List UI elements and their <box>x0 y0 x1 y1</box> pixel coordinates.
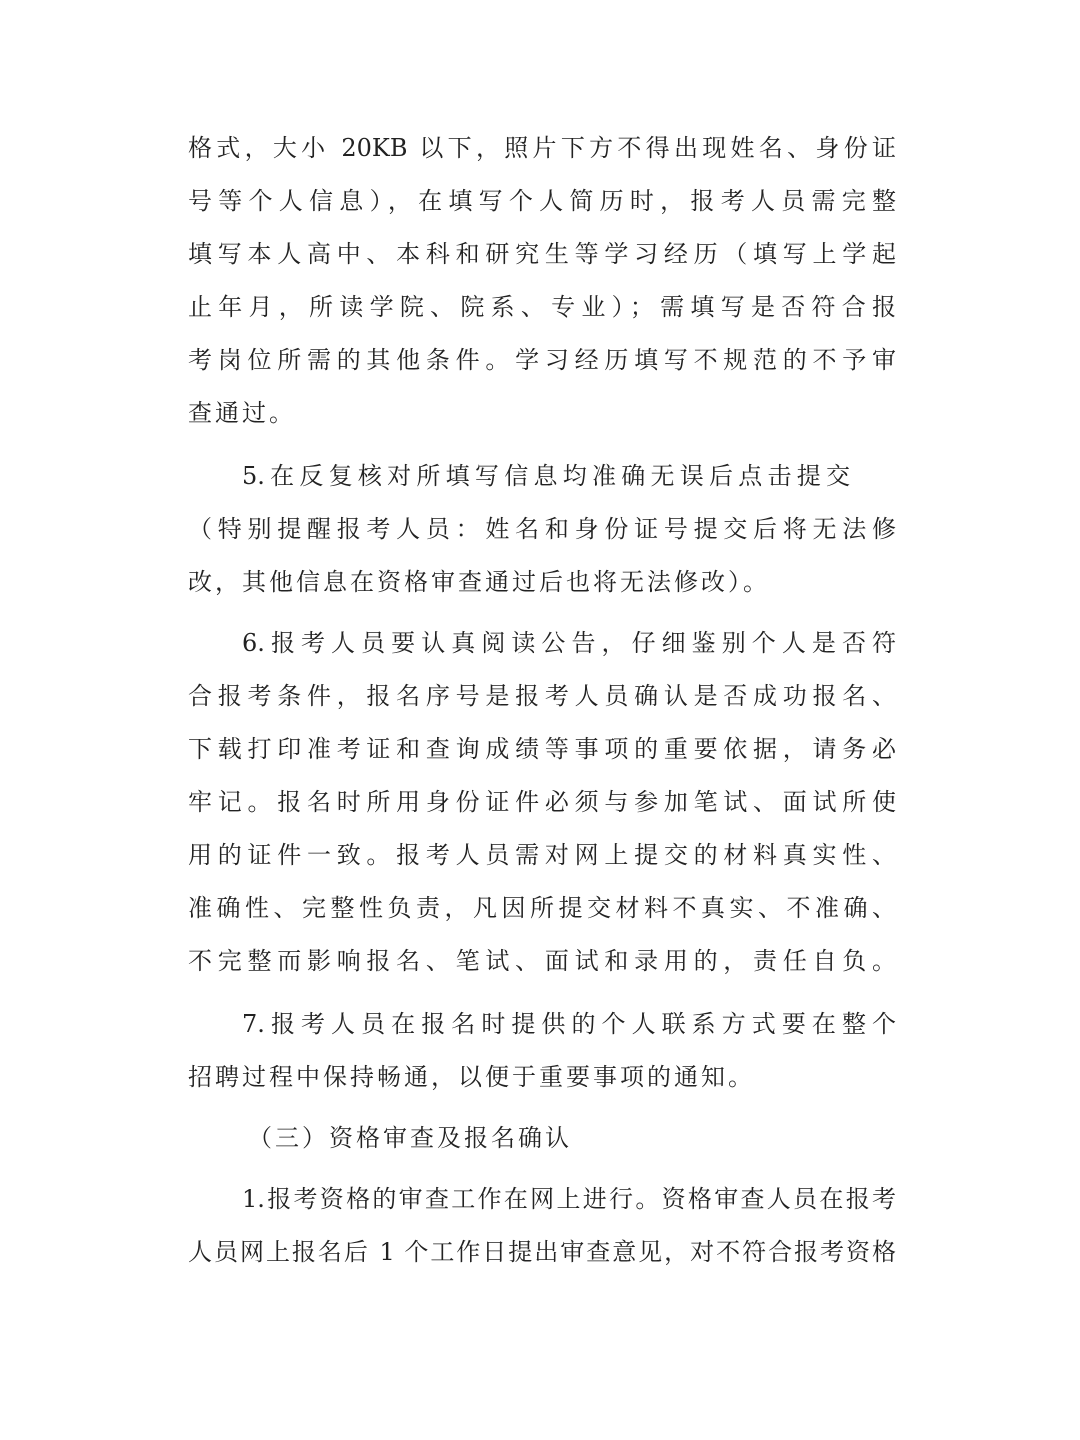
text-line: 格式，大小 20KB 以下，照片下方不得出现姓名、身份证 <box>188 134 896 162</box>
text-line: 止年月，所读学院、院系、专业）；需填写是否符合报 <box>188 293 896 321</box>
text-line: 招聘过程中保持畅通，以便于重要事项的通知。 <box>188 1063 755 1091</box>
text-line: 牢记。报名时所用身份证件必须与参加笔试、面试所使 <box>188 788 896 816</box>
text-line: 合报考条件，报名序号是报考人员确认是否成功报名、 <box>188 682 896 710</box>
text-line: 用的证件一致。报考人员需对网上提交的材料真实性、 <box>188 841 896 869</box>
text-line: 准确性、完整性负责，凡因所提交材料不真实、不准确、 <box>188 894 896 922</box>
paragraph-item-5: 5.在反复核对所填写信息均准确无误后点击提交 <box>242 462 850 490</box>
text-line: 下载打印准考证和查询成绩等事项的重要依据，请务必 <box>188 735 896 763</box>
text-line: （特别提醒报考人员：姓名和身份证号提交后将无法修 <box>188 515 896 543</box>
section-heading: （三）资格审查及报名确认 <box>248 1124 572 1152</box>
paragraph-item-6: 6.报考人员要认真阅读公告，仔细鉴别个人是否符 <box>242 629 896 657</box>
text-line: 查通过。 <box>188 399 296 427</box>
text-line: 改，其他信息在资格审查通过后也将无法修改）。 <box>188 568 770 596</box>
paragraph-item-1: 1.报考资格的审查工作在网上进行。资格审查人员在报考 <box>242 1185 896 1213</box>
paragraph-item-7: 7.报考人员在报名时提供的个人联系方式要在整个 <box>242 1010 896 1038</box>
text-line: 人员网上报名后 1 个工作日提出审查意见，对不符合报考资格 <box>188 1238 896 1266</box>
text-line: 填写本人高中、本科和研究生等学习经历（填写上学起 <box>188 240 896 268</box>
text-line: 号等个人信息），在填写个人简历时，报考人员需完整 <box>188 187 896 215</box>
text-line: 不完整而影响报名、笔试、面试和录用的，责任自负。 <box>188 947 896 975</box>
text-line: 考岗位所需的其他条件。学习经历填写不规范的不予审 <box>188 346 896 374</box>
